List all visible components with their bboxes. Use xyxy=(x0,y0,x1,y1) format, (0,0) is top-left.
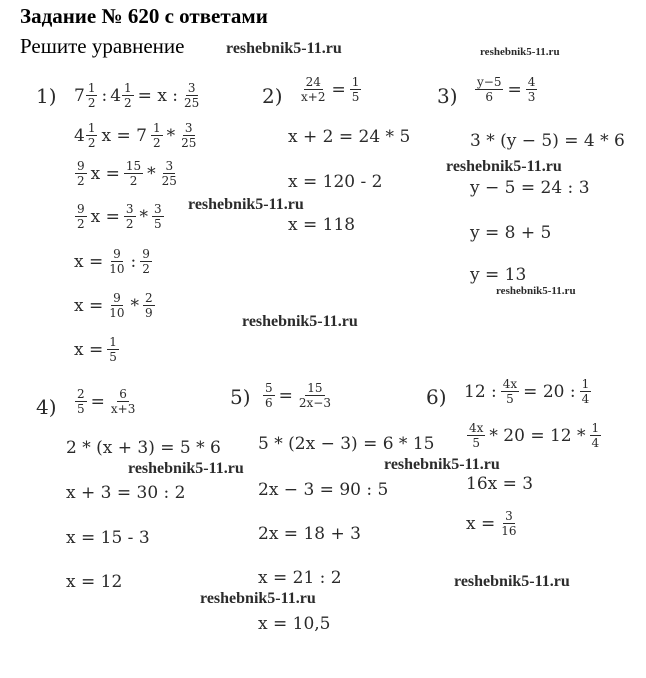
problem-3-line-2: 3 * (y − 5) = 4 * 6 xyxy=(470,131,625,151)
problem-2-line-2: x + 2 = 24 * 5 xyxy=(288,127,411,147)
watermark: reshebnik5-11.ru xyxy=(480,46,560,58)
problem-4-number: 4) xyxy=(36,395,57,419)
problem-4-line-4: x = 15 - 3 xyxy=(66,528,150,548)
problem-2-line-3: x = 120 - 2 xyxy=(288,172,383,192)
problem-1-line-4: $\frac{9}{2}$ x = $\frac{3}{2}$ * $\frac{3}{5}$ xyxy=(77,202,162,231)
problem-5-line-6: x = 10,5 xyxy=(258,614,331,634)
problem-3-line-5: y = 13 xyxy=(470,265,527,285)
problem-1-number: 1) xyxy=(36,84,57,108)
problem-6-line-1: 12 : $\frac{4x}{5}$ = 20 : $\frac{1}{4}$ xyxy=(464,377,590,406)
problem-5-number: 5) xyxy=(230,385,251,409)
problem-3-line-1: $\frac{y-5}{6}$ = $\frac{4}{3}$ xyxy=(477,75,536,104)
problem-4-line-5: x = 12 xyxy=(66,572,123,592)
problem-3-number: 3) xyxy=(437,84,458,108)
problem-6-line-3: 16x = 3 xyxy=(466,474,534,494)
problem-1-line-1: 7 $\frac{1}{2}$ : 4 $\frac{1}{2}$ = x : $\frac{3}{25}$ xyxy=(74,81,200,110)
watermark: reshebnik5-11.ru xyxy=(384,456,500,473)
watermark: reshebnik5-11.ru xyxy=(496,285,576,297)
problem-1-line-6: x = $\frac{9}{10}$ * $\frac{2}{9}$ xyxy=(74,291,153,320)
watermark: reshebnik5-11.ru xyxy=(242,313,358,330)
watermark: reshebnik5-11.ru xyxy=(188,196,304,213)
watermark: reshebnik5-11.ru xyxy=(128,460,244,477)
problem-6-line-4: x = $\frac{3}{16}$ xyxy=(466,509,517,538)
problem-5-line-3: 2x − 3 = 90 : 5 xyxy=(258,480,389,500)
watermark: reshebnik5-11.ru xyxy=(454,573,570,590)
problem-1-line-5: x = $\frac{9}{10}$ : $\frac{9}{2}$ xyxy=(74,247,150,276)
problem-6-line-2: $\frac{4x}{5}$ * 20 = 12 * $\frac{1}{4}$ xyxy=(469,421,600,450)
problem-4-line-3: x + 3 = 30 : 2 xyxy=(66,483,186,503)
problem-2-number: 2) xyxy=(262,84,283,108)
problem-5-line-5: x = 21 : 2 xyxy=(258,568,342,588)
page-title: Задание № 620 с ответами xyxy=(20,4,268,28)
problem-2-line-4: x = 118 xyxy=(288,215,356,235)
problem-3-line-4: y = 8 + 5 xyxy=(470,223,552,243)
problem-5-line-2: 5 * (2x − 3) = 6 * 15 xyxy=(258,434,435,454)
problem-6-number: 6) xyxy=(426,385,447,409)
problem-1-line-2: 4 $\frac{1}{2}$ x = 7 $\frac{1}{2}$ * $\frac{3}{25}$ xyxy=(74,121,197,150)
problem-1-line-7: x = $\frac{1}{5}$ xyxy=(74,335,117,364)
problem-5-line-4: 2x = 18 + 3 xyxy=(258,524,361,544)
problem-1-line-3: $\frac{9}{2}$ x = $\frac{15}{2}$ * $\frac{3}{25}$ xyxy=(77,159,177,188)
problem-4-line-2: 2 * (x + 3) = 5 * 6 xyxy=(66,438,221,458)
problem-4-line-1: $\frac{2}{5}$ = $\frac{6}{x+3}$ xyxy=(77,387,136,416)
watermark: reshebnik5-11.ru xyxy=(226,40,342,57)
task-instruction: Решите уравнение xyxy=(20,34,185,58)
problem-5-line-1: $\frac{5}{6}$ = $\frac{15}{2x-3}$ xyxy=(265,381,331,410)
problem-2-line-1: $\frac{24}{x+2}$ = $\frac{1}{5}$ xyxy=(301,75,360,104)
watermark: reshebnik5-11.ru xyxy=(446,158,562,175)
watermark: reshebnik5-11.ru xyxy=(200,590,316,607)
problem-3-line-3: y − 5 = 24 : 3 xyxy=(470,178,590,198)
